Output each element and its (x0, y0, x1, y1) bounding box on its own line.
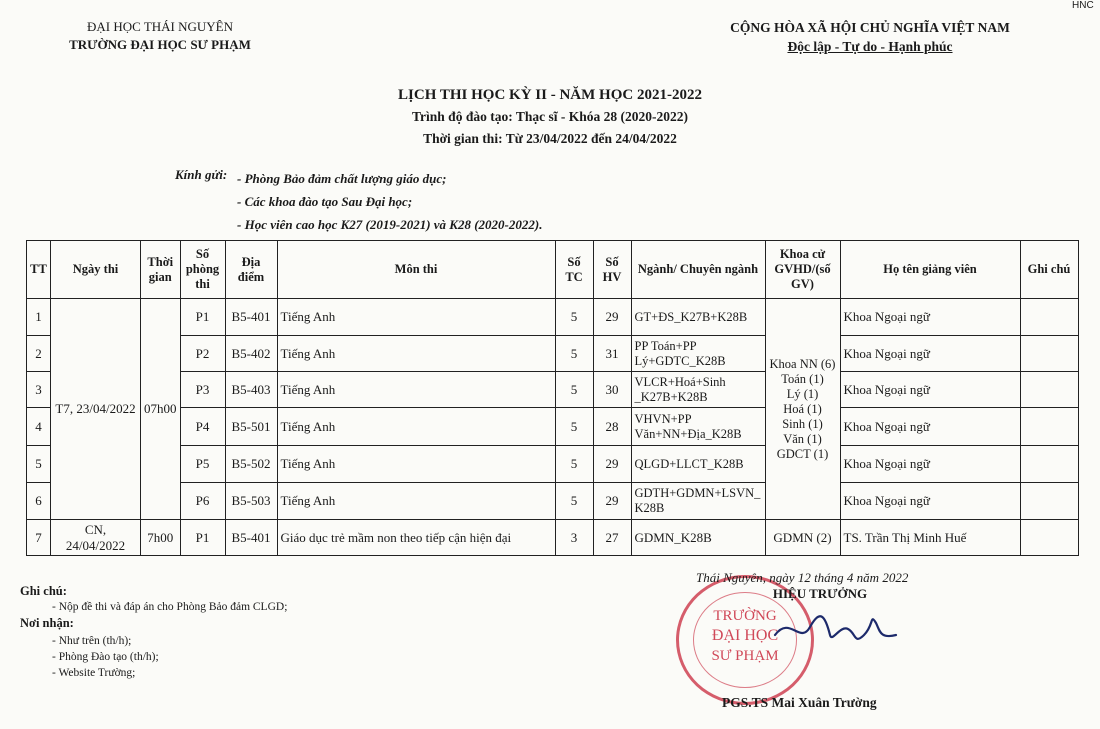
training-level: Trình độ đào tạo: Thạc sĩ - Khóa 28 (2020-2022) (412, 109, 688, 124)
cell-room: P5 (180, 446, 225, 483)
header-room-no: Số phòng thi (180, 241, 225, 299)
cell-lecturer: TS. Trần Thị Minh Huế (840, 520, 1020, 556)
cell-location: B5-403 (225, 372, 277, 408)
cell-room: P4 (180, 408, 225, 446)
cell-tt: 7 (27, 520, 51, 556)
cell-credits: 5 (555, 336, 593, 372)
cell-students: 28 (593, 408, 631, 446)
table-row (27, 372, 1079, 408)
cell-note (1020, 408, 1078, 446)
recipient-footer-item: - Website Trường; (52, 667, 136, 679)
header-students: Số HV (593, 241, 631, 299)
recipients-list (237, 167, 542, 236)
cell-major: GT+ĐS_K27B+K28B (631, 299, 765, 336)
recipients-label: Kính gửi: (175, 167, 228, 182)
cell-major: QLGD+LLCT_K28B (631, 446, 765, 483)
header-tt: TT (27, 241, 51, 299)
cell-room: P1 (180, 520, 225, 556)
cell-lecturer: Khoa Ngoại ngữ (840, 336, 1020, 372)
header-proctor: Khoa cử GVHD/(số GV) (765, 241, 840, 299)
cell-note (1020, 336, 1078, 372)
proctor-line: Toán (1) (781, 371, 824, 386)
cell-lecturer: Khoa Ngoại ngữ (840, 483, 1020, 520)
cell-students: 30 (593, 372, 631, 408)
header-subject: Môn thi (277, 241, 555, 299)
cell-credits: 3 (555, 520, 593, 556)
table-row (27, 483, 1079, 520)
cell-credits: 5 (555, 446, 593, 483)
cell-subject: Tiếng Anh (277, 483, 555, 520)
cell-tt: 2 (27, 336, 51, 372)
cell-major: PP Toán+PP Lý+GDTC_K28B (631, 336, 765, 372)
proctor-line: Lý (1) (786, 386, 819, 401)
header-right (720, 18, 1020, 56)
cell-note (1020, 372, 1078, 408)
cell-time: 07h00 (141, 299, 181, 520)
cell-room: P2 (180, 336, 225, 372)
cell-tt: 5 (27, 446, 51, 483)
recipient-item: - Phòng Bảo đảm chất lượng giáo dục; (237, 171, 447, 186)
cell-location: B5-501 (225, 408, 277, 446)
signer-name: PGS.TS Mai Xuân Trường (722, 695, 877, 710)
table-row (27, 408, 1079, 446)
header-major: Ngành/ Chuyên ngành (631, 241, 765, 299)
cell-lecturer: Khoa Ngoại ngữ (840, 299, 1020, 336)
seal-line-3: SƯ PHẠM (711, 648, 779, 664)
cell-major: GDMN_K28B (631, 520, 765, 556)
recipient-item: - Các khoa đào tạo Sau Đại học; (237, 194, 413, 209)
cell-students: 31 (593, 336, 631, 372)
country-name: CỘNG HÒA XÃ HỘI CHỦ NGHĨA VIỆT NAM (730, 20, 1010, 35)
cell-subject: Tiếng Anh (277, 446, 555, 483)
proctor-line: Hoá (1) (783, 401, 822, 416)
table-row (27, 299, 1079, 336)
cell-major: GDTH+GDMN+LSVN_ K28B (631, 483, 765, 520)
cell-students: 29 (593, 446, 631, 483)
cell-date: T7, 23/04/2022 (51, 299, 141, 520)
cell-date: CN, 24/04/2022 (51, 520, 141, 556)
cell-tt: 6 (27, 483, 51, 520)
handwritten-signature (770, 605, 910, 655)
cell-subject: Tiếng Anh (277, 372, 555, 408)
cell-proctor: GDMN (2) (765, 520, 840, 556)
exam-schedule-table (26, 240, 1079, 556)
cell-subject: Giáo dục trẻ mầm non theo tiếp cận hiện đại (277, 520, 555, 556)
recipient-item: - Học viên cao học K27 (2019-2021) và K28 (2020-2022). (237, 217, 543, 232)
cell-room: P6 (180, 483, 225, 520)
recipients-footer-list (52, 633, 159, 681)
recipient-footer-item: - Như trên (th/h); (52, 635, 132, 647)
motto: Độc lập - Tự do - Hạnh phúc (787, 39, 953, 54)
cell-subject: Tiếng Anh (277, 336, 555, 372)
notes-line: - Nộp đề thi và đáp án cho Phòng Bảo đảm CLGD; (52, 601, 288, 613)
header-note: Ghi chú (1020, 241, 1078, 299)
cell-note (1020, 520, 1078, 556)
document-title: LỊCH THI HỌC KỲ II - NĂM HỌC 2021-2022 (398, 87, 702, 103)
corner-code: HNC (1072, 0, 1094, 11)
place-date: Thái Nguyên, ngày 12 tháng 4 năm 2022 (696, 570, 909, 585)
table-row (27, 336, 1079, 372)
signer-role: HIỆU TRƯỞNG (772, 586, 868, 601)
cell-location: B5-503 (225, 483, 277, 520)
cell-lecturer: Khoa Ngoại ngữ (840, 408, 1020, 446)
cell-major: VLCR+Hoá+Sinh _K27B+K28B (631, 372, 765, 408)
exam-period: Thời gian thi: Từ 23/04/2022 đến 24/04/2022 (423, 131, 677, 146)
cell-lecturer: Khoa Ngoại ngữ (840, 446, 1020, 483)
cell-credits: 5 (555, 483, 593, 520)
proctor-line: Văn (1) (783, 431, 822, 446)
cell-location: B5-502 (225, 446, 277, 483)
cell-subject: Tiếng Anh (277, 408, 555, 446)
header-left (50, 18, 270, 54)
seal-line-1: TRƯỜNG (713, 608, 777, 624)
cell-note (1020, 483, 1078, 520)
cell-tt: 1 (27, 299, 51, 336)
table-header-row (27, 241, 1079, 299)
cell-tt: 3 (27, 372, 51, 408)
cell-students: 29 (593, 299, 631, 336)
school-name: TRƯỜNG ĐẠI HỌC SƯ PHẠM (69, 37, 251, 52)
university-name: ĐẠI HỌC THÁI NGUYÊN (87, 19, 233, 34)
cell-location: B5-401 (225, 520, 277, 556)
cell-note (1020, 299, 1078, 336)
proctor-line: Sinh (1) (782, 416, 823, 431)
table-row (27, 446, 1079, 483)
cell-lecturer: Khoa Ngoại ngữ (840, 372, 1020, 408)
proctor-line: Khoa NN (6) (769, 356, 836, 371)
cell-location: B5-402 (225, 336, 277, 372)
cell-time: 7h00 (141, 520, 181, 556)
cell-credits: 5 (555, 408, 593, 446)
cell-students: 27 (593, 520, 631, 556)
cell-proctor (765, 299, 840, 520)
cell-room: P1 (180, 299, 225, 336)
header-location: Địa điểm (225, 241, 277, 299)
cell-note (1020, 446, 1078, 483)
cell-room: P3 (180, 372, 225, 408)
cell-students: 29 (593, 483, 631, 520)
cell-credits: 5 (555, 299, 593, 336)
seal-line-2: ĐẠI HỌC (711, 627, 779, 644)
recipients-footer-label: Nơi nhận: (20, 616, 74, 630)
header-credits: Số TC (555, 241, 593, 299)
cell-subject: Tiếng Anh (277, 299, 555, 336)
recipient-footer-item: - Phòng Đào tạo (th/h); (52, 651, 159, 663)
cell-tt: 4 (27, 408, 51, 446)
notes-label: Ghi chú: (20, 584, 67, 598)
header-date: Ngày thi (51, 241, 141, 299)
proctor-line: GDCT (1) (776, 446, 829, 461)
cell-major: VHVN+PP Văn+NN+Địa_K28B (631, 408, 765, 446)
header-lecturer: Họ tên giảng viên (840, 241, 1020, 299)
table-row (27, 520, 1079, 556)
cell-credits: 5 (555, 372, 593, 408)
cell-location: B5-401 (225, 299, 277, 336)
header-time: Thời gian (141, 241, 181, 299)
